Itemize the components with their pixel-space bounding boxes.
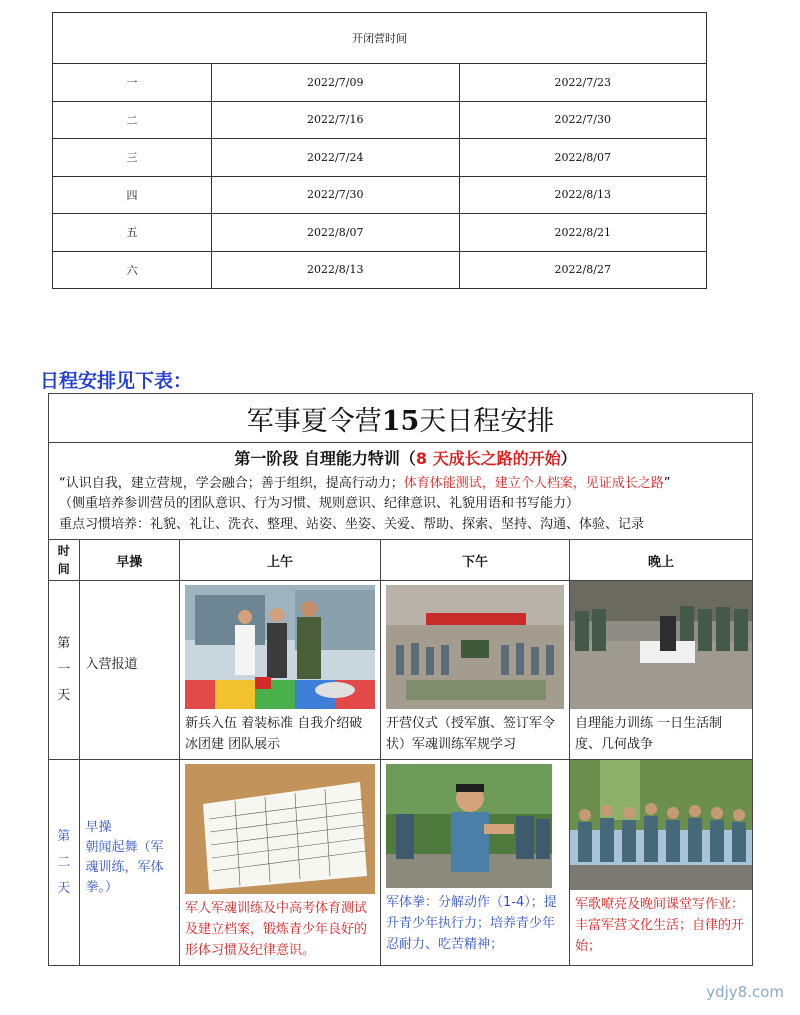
evening-caption: 军歌嘹亮及晚间课堂写作业：丰富军营文化生活；自律的开始； [574,897,744,954]
evening-activity [569,760,752,966]
col-pm: 下午 [380,540,569,581]
table-row [53,214,707,252]
col-time: 时间 [49,540,80,581]
close-date: 2022/8/13 [459,176,707,214]
recruits-photo [185,585,375,709]
open-date: 2022/7/09 [212,64,460,102]
session-number: 五 [53,214,212,252]
morning-exercise: 入营报道 [79,581,179,760]
close-date: 2022/7/23 [459,64,707,102]
phase-habits: 重点习惯培养：礼貌、礼让、洗衣、整理、站姿、坐姿、关爱、帮助、探索、坚持、沟通、体验、记录 [59,516,645,532]
military-boxing-photo [386,764,552,888]
open-date: 2022/8/13 [212,251,460,289]
opening-ceremony-photo [386,585,564,709]
session-number: 三 [53,139,212,177]
phase-quote: “认识自我，建立营规，学会融合；善于组织，提高行动力；体育体能测试，建立个人档案，见证成长之路” [59,475,671,491]
fitness-test-record-photo [185,764,375,894]
watermark: ydjy8.com [706,983,784,1001]
table-row [53,64,707,102]
phase-focus: （侧重培养参训营员的团队意识、行为习惯、规则意识、纪律意识、礼貌用语和书写能力） [59,496,580,511]
am-activity [179,581,380,760]
day-label: 第一天 [49,581,80,760]
close-date: 2022/8/21 [459,214,707,252]
schedule-table [48,393,753,966]
evening-activity [569,581,752,760]
session-dates-table [52,12,707,289]
morning-exercise: 早操 朝闻起舞（军魂训练，军体拳。） [79,760,179,966]
close-date: 2022/8/07 [459,139,707,177]
title-number: 15 [381,405,420,437]
open-date: 2022/7/30 [212,176,460,214]
phase-description [49,443,753,540]
table-row [49,581,753,760]
schedule-heading: 日程安排见下表： [40,370,193,392]
am-caption: 新兵入伍 着装标准 自我介绍破冰团建 团队展示 [184,716,363,752]
close-date: 2022/7/30 [459,101,707,139]
evening-caption: 自理能力训练 一日生活制度、几何战争 [574,716,723,752]
close-date: 2022/8/27 [459,251,707,289]
session-number: 二 [53,101,212,139]
session-number: 六 [53,251,212,289]
col-evening: 晚上 [569,540,752,581]
table-row [53,101,707,139]
session-number: 四 [53,176,212,214]
open-date: 2022/8/07 [212,214,460,252]
self-care-training-photo [570,581,752,709]
open-date: 2022/7/16 [212,101,460,139]
day-label: 第二天 [49,760,80,966]
pm-caption: 开营仪式（授军旗、签订军令状）军魂训练军规学习 [385,716,555,752]
army-song-photo [570,760,752,890]
am-activity [179,760,380,966]
pm-activity [380,760,569,966]
am-caption: 军人军魂训练及中高考体育测试及建立档案，锻炼青少年良好的形体习惯及纪律意识。 [184,901,367,958]
schedule-title [49,394,753,443]
phase-title: 第一阶段 自理能力特训（8 天成长之路的开始） [234,449,577,468]
table-row [53,251,707,289]
title-suffix: 天日程安排 [419,405,555,437]
col-am: 上午 [179,540,380,581]
table-row [53,139,707,177]
pm-activity [380,581,569,760]
table-row [53,176,707,214]
session-table-header: 开闭营时间 [53,13,707,64]
pm-caption: 军体拳：分解动作（1-4）；提升青少年执行力；培养青少年忍耐力、吃苦精神； [385,895,557,952]
session-number: 一 [53,64,212,102]
title-prefix: 军事夏令营 [246,405,382,437]
col-morning-exercise: 早操 [79,540,179,581]
table-row [49,760,753,966]
open-date: 2022/7/24 [212,139,460,177]
